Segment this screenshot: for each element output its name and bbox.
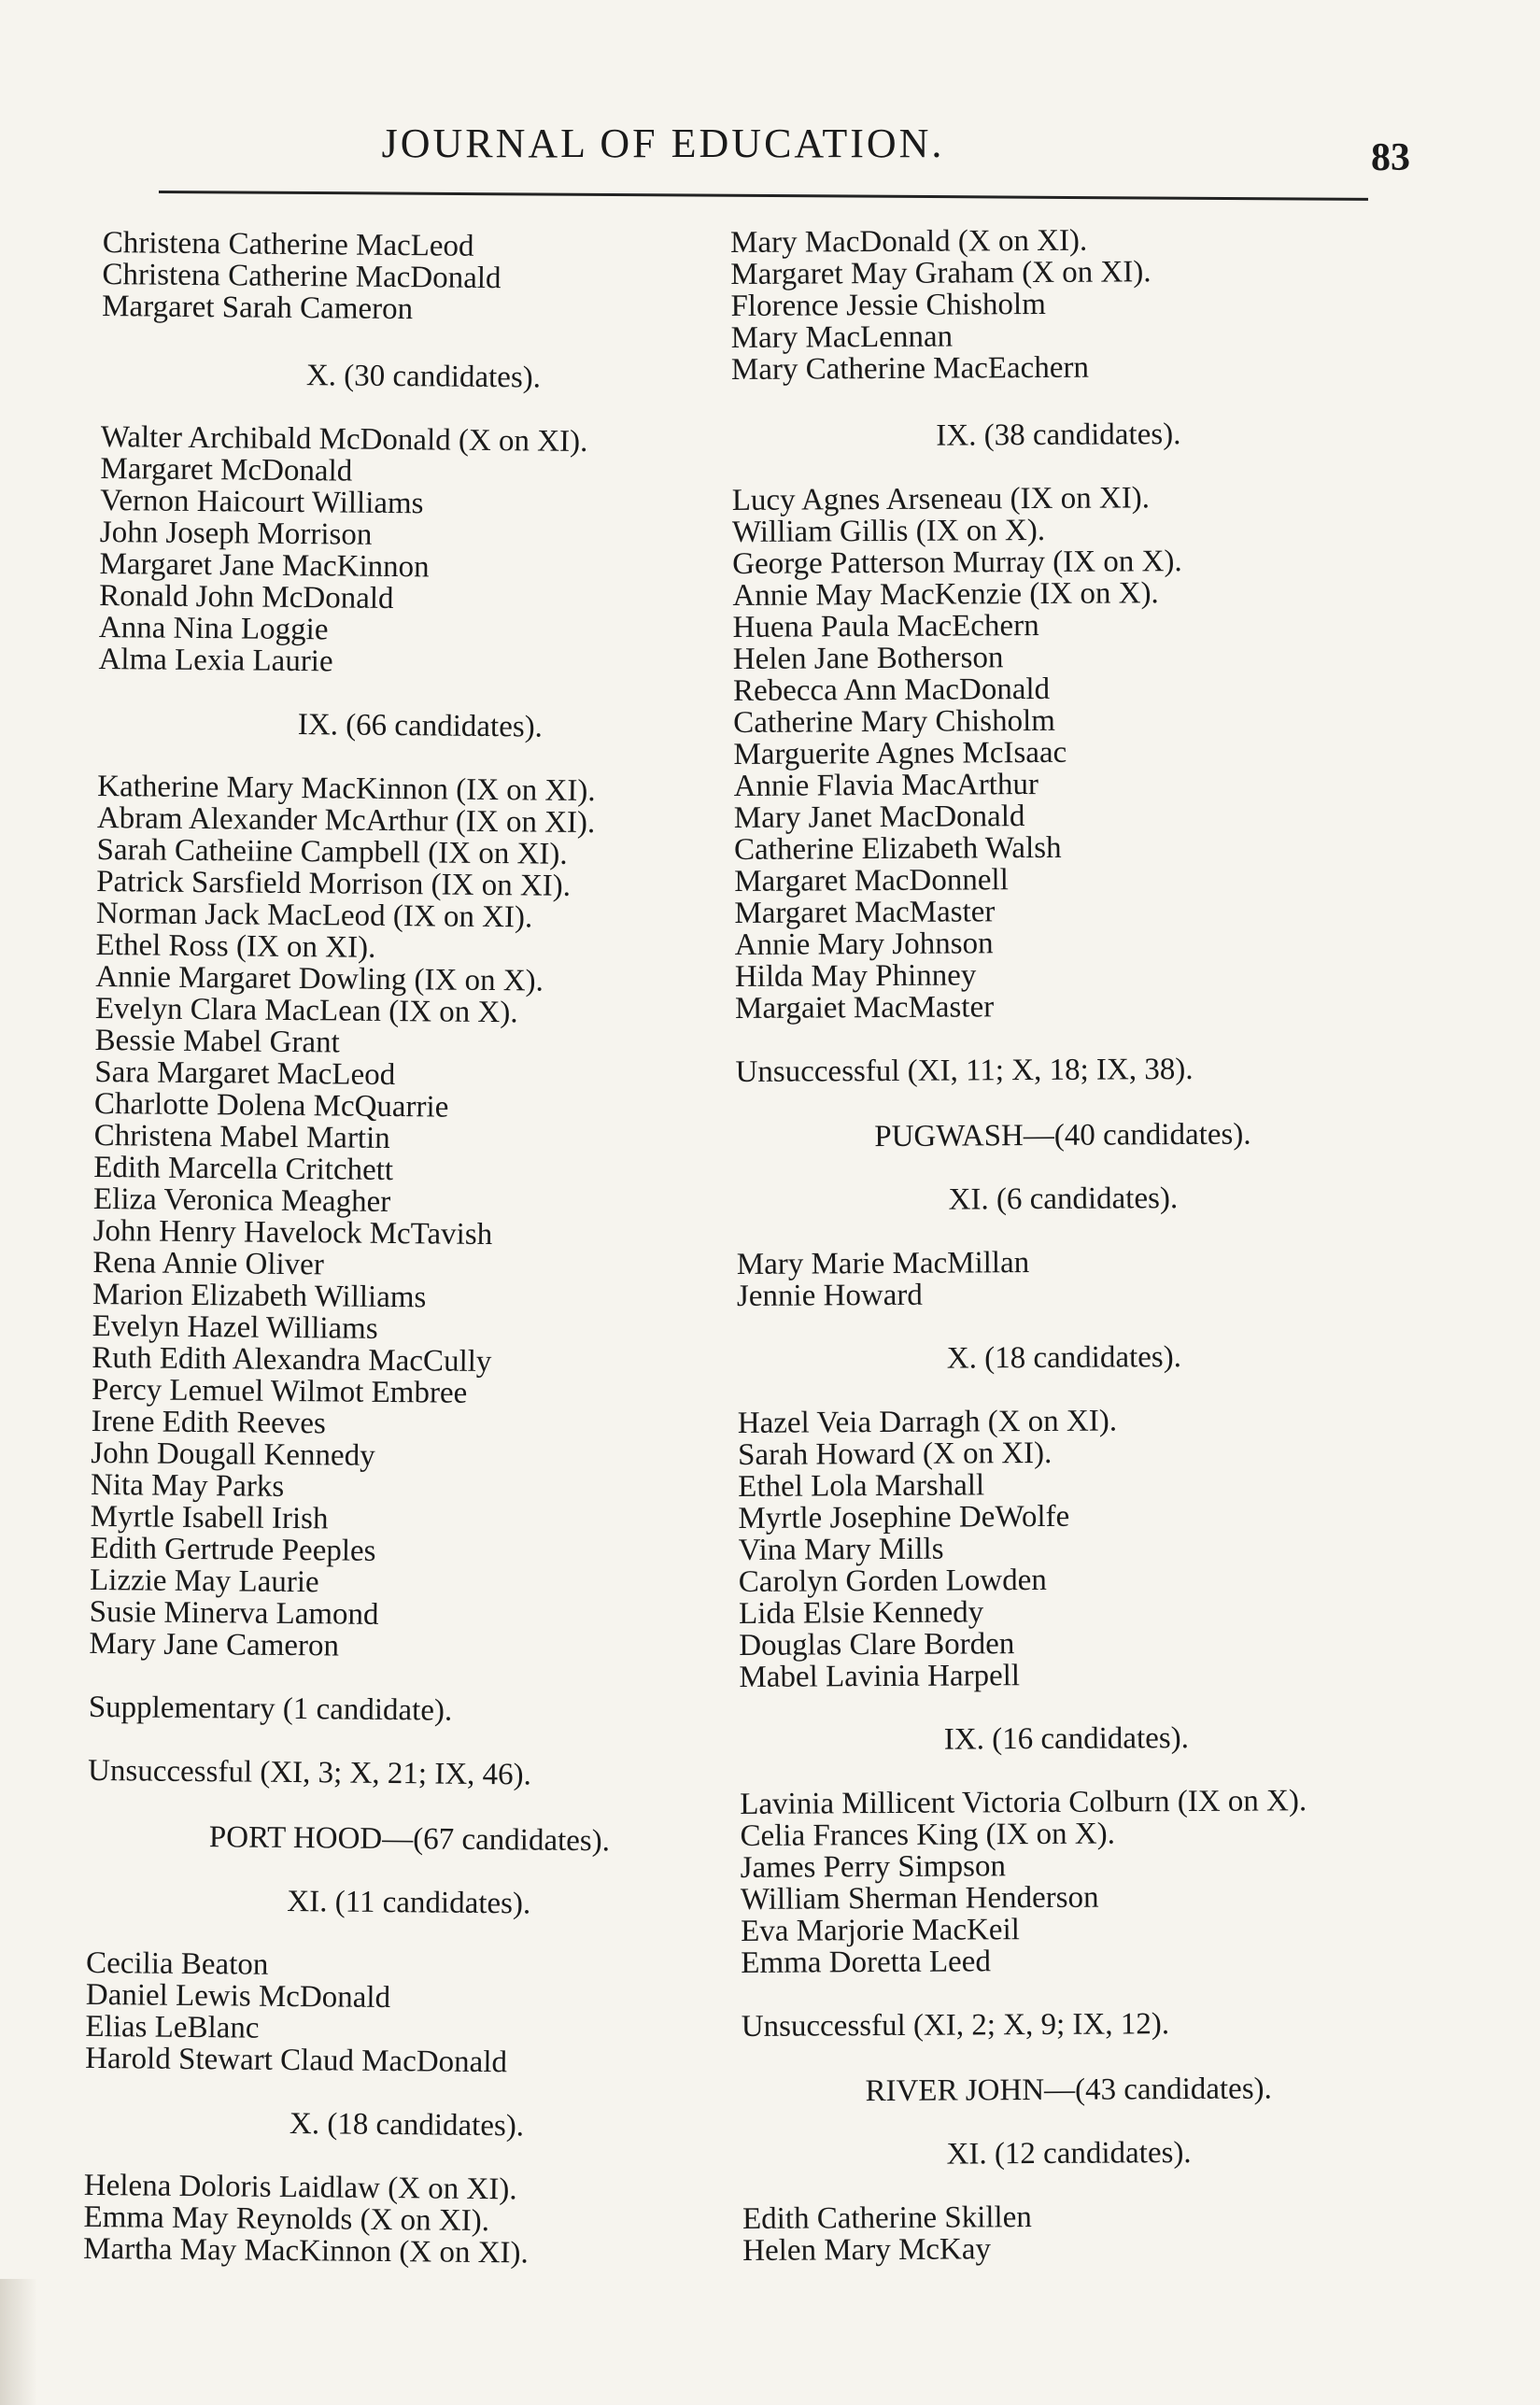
unsuccessful-note: Unsuccessful (XI, 11; X, 18; IX, 38). (735, 1052, 1194, 1089)
pugwash-xi-list (737, 1245, 1391, 1312)
right-grade-ix-list (732, 481, 1390, 1025)
left-column (83, 227, 747, 2271)
page-number: 83 (1371, 136, 1410, 179)
candidate-name: Sarah Catheiine Campbell (IX on XI). (96, 832, 568, 871)
candidate-name: Lida Elsie Kennedy (738, 1595, 984, 1631)
candidate-name: Helena Doloris Laidlaw (X on XI). (83, 2168, 517, 2207)
candidate-name: Annie Margaret Dowling (IX on X). (95, 959, 544, 998)
candidate-name: Nita May Parks (90, 1467, 285, 1504)
candidate-name: Hilda May Phinney (734, 958, 977, 994)
candidate-name: Mary Catherine MacEachern (730, 350, 1090, 387)
school-heading-river-john: RIVER JOHN—(43 candidates). (865, 2072, 1272, 2109)
grade-heading: X. (30 candidates). (305, 359, 542, 395)
candidate-name: Walter Archibald McDonald (X on XI). (100, 419, 588, 459)
candidate-name: Cecilia Beaton (85, 1945, 269, 1982)
candidate-name: Ronald John McDonald (99, 578, 394, 616)
candidate-name: William Sherman Henderson (740, 1880, 1099, 1917)
candidate-name: Mary Marie MacMillan (736, 1246, 1030, 1281)
right-column (730, 223, 1396, 2267)
candidate-name: John Joseph Morrison (99, 515, 373, 552)
grade-heading: IX. (66 candidates). (297, 708, 544, 744)
candidate-name: Huena Paula MacEchern (732, 608, 1039, 644)
candidate-name: Christena Mabel Martin (93, 1118, 390, 1155)
school-heading-pugwash: PUGWASH—(40 candidates). (874, 1117, 1251, 1154)
left-top-names (102, 227, 747, 329)
left-grade-ix-list (89, 771, 742, 1666)
candidate-name: Myrtle Isabell Irish (90, 1499, 329, 1536)
candidate-name: Margaret MacDonnell (734, 863, 1009, 898)
candidate-name: Helen Jane Botherson (732, 641, 1004, 676)
right-top-names (730, 223, 1385, 386)
candidate-name: Sara Margaret MacLeod (94, 1054, 396, 1093)
grade-heading: IX. (38 candidates). (936, 417, 1181, 453)
candidate-name: Catherine Mary Chisholm (733, 703, 1055, 740)
candidate-name: Susie Minerva Lamond (89, 1594, 379, 1632)
candidate-name: Katherine Mary MacKinnon (IX on XI). (97, 769, 596, 809)
candidate-name: Hazel Veia Darragh (X on XI). (737, 1404, 1118, 1440)
candidate-name: Margaiet MacMaster (735, 990, 995, 1026)
pugwash-ix-list (740, 1785, 1394, 1979)
candidate-name: Marguerite Agnes McIsaac (733, 735, 1067, 771)
candidate-name: Christena Catherine MacLeod (102, 226, 474, 263)
candidate-name: Margaret Sarah Cameron (102, 289, 414, 327)
candidate-name: Norman Jack MacLeod (IX on XI). (95, 896, 533, 935)
grade-heading: XI. (11 candidates). (287, 1884, 531, 1921)
river-john-xi-list (742, 2200, 1396, 2267)
candidate-name: Edith Catherine Skillen (742, 2200, 1032, 2236)
candidate-name: Ruth Edith Alexandra MacCully (92, 1340, 492, 1379)
candidate-name: James Perry Simpson (740, 1849, 1007, 1885)
candidate-name: Edith Gertrude Peeples (90, 1531, 376, 1568)
candidate-name: William Gillis (IX on X). (731, 513, 1046, 549)
school-heading-port-hood: PORT HOOD—(67 candidates). (208, 1820, 611, 1859)
candidate-name: Martha May MacKinnon (X on XI). (83, 2231, 529, 2271)
candidate-name: Mabel Lavinia Harpell (739, 1659, 1021, 1694)
candidate-name: Rebecca Ann MacDonald (732, 672, 1051, 708)
candidate-name: Marion Elizabeth Williams (92, 1277, 427, 1315)
candidate-name: Myrtle Josephine DeWolfe (738, 1499, 1070, 1535)
header-rule (159, 191, 1368, 201)
supplementary-note: Supplementary (1 candidate). (88, 1690, 453, 1728)
candidate-name: Daniel Lewis McDonald (85, 1977, 391, 2016)
candidate-name: Annie Flavia MacArthur (733, 767, 1039, 803)
unsuccessful-note: Unsuccessful (XI, 2; X, 9; IX, 12). (741, 2007, 1170, 2044)
candidate-name: Mary MacLennan (730, 319, 954, 355)
candidate-name: Emma May Reynolds (X on XI). (83, 2200, 490, 2239)
candidate-name: Vina Mary Mills (738, 1532, 944, 1567)
port-hood-x-list (83, 2170, 728, 2271)
candidate-name: Christena Catherine MacDonald (102, 257, 502, 296)
candidate-name: Ethel Lola Marshall (738, 1468, 985, 1504)
candidate-name: Jennie Howard (736, 1278, 923, 1313)
candidate-name: Carolyn Gorden Lowden (738, 1563, 1047, 1599)
candidate-name: Lavinia Millicent Victoria Colburn (IX on X). (740, 1784, 1307, 1821)
page-edge-shadow (0, 2279, 37, 2405)
candidate-name: Mary Jane Cameron (89, 1626, 340, 1663)
port-hood-xi-list (85, 1947, 730, 2081)
candidate-name: Mary Janet MacDonald (733, 799, 1025, 835)
candidate-name: Annie Mary Johnson (734, 927, 994, 962)
candidate-name: Margaret May Graham (X on XI). (730, 255, 1151, 291)
candidate-name: Florence Jessie Chisholm (730, 287, 1046, 323)
candidate-name: Emma Doretta Leed (741, 1945, 992, 1980)
grade-heading: IX. (16 candidates). (943, 1721, 1190, 1757)
candidate-name: Catherine Elizabeth Walsh (733, 830, 1062, 867)
candidate-name: Eva Marjorie MacKeil (741, 1913, 1020, 1948)
candidate-name: Lucy Agnes Arseneau (IX on XI). (731, 481, 1151, 517)
pugwash-x-list (738, 1404, 1393, 1693)
candidate-name: Percy Lemuel Wilmot Embree (91, 1372, 468, 1410)
candidate-name: Charlotte Dolena McQuarrie (93, 1086, 449, 1125)
candidate-name: Helen Mary McKay (742, 2232, 992, 2268)
grade-heading: X. (18 candidates). (946, 1340, 1182, 1376)
candidate-name: Bessie Mabel Grant (94, 1023, 340, 1060)
candidate-name: Rena Annie Oliver (92, 1245, 324, 1282)
candidate-name: John Henry Havelock McTavish (92, 1213, 493, 1252)
candidate-name: Evelyn Clara MacLean (IX on X). (94, 991, 518, 1030)
candidate-name: Edith Marcella Critchett (93, 1150, 394, 1188)
candidate-name: Vernon Haicourt Williams (100, 483, 424, 521)
candidate-name: Elias LeBlanc (85, 2009, 260, 2045)
candidate-name: Lizzie May Laurie (89, 1563, 319, 1600)
candidate-name: Margaret McDonald (100, 451, 353, 488)
candidate-name: Eliza Veronica Meagher (92, 1181, 391, 1220)
candidate-name: Anna Nina Loggie (98, 610, 329, 647)
candidate-name: Mary MacDonald (X on XI). (729, 223, 1088, 260)
journal-title: JOURNAL OF EDUCATION. (381, 120, 945, 166)
candidate-name: John Dougall Kennedy (91, 1436, 375, 1473)
left-grade-x-list (98, 421, 745, 682)
candidate-name: Celia Frances King (IX on X). (740, 1817, 1116, 1853)
candidate-name: Ethel Ross (IX on XI). (95, 927, 376, 965)
grade-heading: XI. (12 candidates). (946, 2136, 1192, 2172)
candidate-name: George Patterson Murray (IX on X). (732, 545, 1182, 581)
candidate-name: Margaret MacMaster (734, 895, 996, 930)
candidate-name: Margaret Jane MacKinnon (99, 546, 430, 585)
candidate-name: Annie May MacKenzie (IX on X). (732, 576, 1159, 613)
candidate-name: Sarah Howard (X on XI). (737, 1436, 1053, 1472)
candidate-name: Harold Stewart Claud MacDonald (85, 2041, 508, 2080)
candidate-name: Evelyn Hazel Williams (92, 1309, 378, 1346)
candidate-name: Abram Alexander McArthur (IX on XI). (96, 800, 596, 841)
candidate-name: Irene Edith Reeves (91, 1404, 326, 1441)
candidate-name: Alma Lexia Laurie (98, 642, 333, 679)
unsuccessful-note: Unsuccessful (XI, 3; X, 21; IX, 46). (87, 1753, 532, 1792)
grade-heading: XI. (6 candidates). (948, 1181, 1179, 1217)
candidate-name: Patrick Sarsfield Morrison (IX on XI). (96, 864, 572, 903)
candidate-name: Douglas Clare Borden (739, 1627, 1015, 1662)
grade-heading: X. (18 candidates). (289, 2107, 525, 2143)
